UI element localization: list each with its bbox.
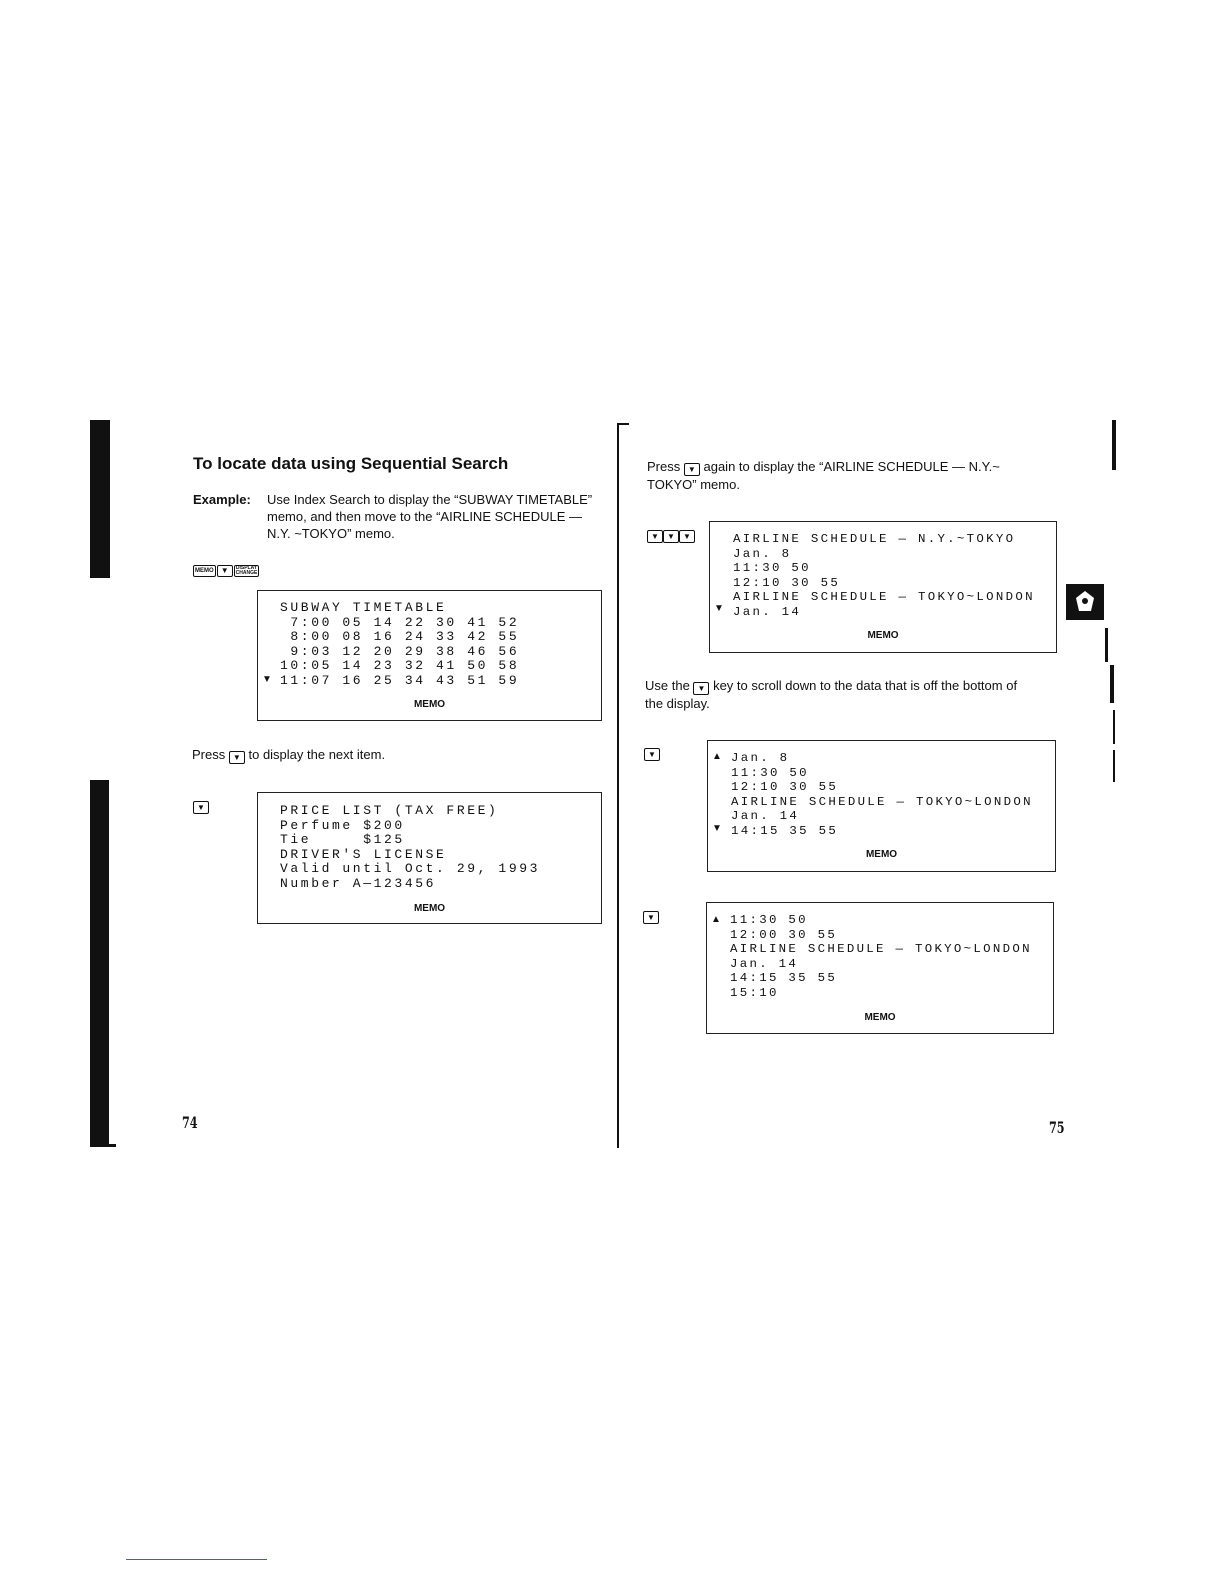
lcd-screen-airline-3 <box>706 902 1054 1034</box>
right-edge-mark-2 <box>1105 628 1108 662</box>
screen-text: PRICE LIST (TAX FREE) Perfume $200 Tie $125 DRIVER'S LICENSE Valid until Oct. 29, 1993 Number A—123456 <box>280 803 541 891</box>
left-edge-bar-top <box>90 420 110 578</box>
mode-indicator: MEMO <box>867 630 899 641</box>
example-line-3: N.Y. ~TOKYO” memo. <box>267 526 395 541</box>
example-text <box>267 491 612 542</box>
scroll-instruction <box>645 677 1065 712</box>
down-key-icon: ▼ <box>684 463 700 476</box>
right-edge-mark-3 <box>1110 665 1114 703</box>
mode-indicator: MEMO <box>864 1012 896 1023</box>
left-edge-bar-bottom <box>90 780 109 1146</box>
mode-indicator: MEMO <box>865 849 898 860</box>
display-change-key: DISPLAY CHANGE <box>235 564 258 576</box>
down-scroll-indicator: ▼ <box>712 823 722 834</box>
down-key-icon: ▼ <box>647 530 663 543</box>
key-step-2 <box>193 796 209 814</box>
mode-indicator: MEMO <box>413 699 446 710</box>
down-key-icon: ▼ <box>643 911 659 924</box>
press-word: Press <box>647 459 681 474</box>
center-fold-line <box>617 423 619 1148</box>
up-scroll-indicator: ▲ <box>711 914 721 925</box>
down-scroll-indicator: ▼ <box>262 674 272 685</box>
lcd-screen-airline-1 <box>709 521 1057 653</box>
screen-text: SUBWAY TIMETABLE 7:00 05 14 22 30 41 52 8:00 08 16 24 33 42 55 9:03 12 20 29 38 46 56 10:05 14 23 32 41 50 58 11:07 16 25 34 43 51 59 <box>280 600 520 688</box>
bottom-rule <box>126 1559 267 1560</box>
section-heading: To locate data using Sequential Search <box>193 454 509 473</box>
down-key-icon: ▼ <box>679 530 695 543</box>
example-line-1: Use Index Search to display the “SUBWAY TIMETABLE” <box>267 492 593 507</box>
page-number-right: 75 <box>1049 1118 1065 1137</box>
down-key-icon: ▼ <box>229 751 245 764</box>
screen-text: Jan. 8 11:30 50 12:10 30 55 AIRLINE SCHEDULE — TOKYO~LONDON Jan. 14 14:15 35 55 <box>731 751 1033 838</box>
right-edge-mark-5 <box>1113 750 1115 782</box>
lcd-screen-price-list <box>257 792 602 924</box>
press-word: Press <box>192 747 226 762</box>
down-key-icon: ▼ <box>644 748 660 761</box>
press-again-instruction <box>647 458 1067 493</box>
page-number-left: 74 <box>182 1113 198 1132</box>
up-scroll-indicator: ▲ <box>712 751 722 762</box>
down-key-icon: ▼ <box>693 682 709 695</box>
down-arrow-key: ▼ <box>217 565 233 577</box>
lcd-screen-airline-2 <box>707 740 1056 872</box>
lcd-screen-subway <box>257 590 602 721</box>
scroll-word: Use the <box>645 678 690 693</box>
right-edge-mark-1 <box>1112 420 1116 470</box>
press-rest-line2: TOKYO” memo. <box>647 477 740 492</box>
key-sequence-1 <box>193 562 260 580</box>
center-fold-tick <box>617 423 629 425</box>
screen-text: AIRLINE SCHEDULE — N.Y.~TOKYO Jan. 8 11:30 50 12:10 30 55 AIRLINE SCHEDULE — TOKYO~LONDON Jan. 14 <box>733 532 1035 619</box>
press-instruction <box>192 746 385 764</box>
down-scroll-indicator: ▼ <box>714 603 724 614</box>
down-key-icon: ▼ <box>663 530 679 543</box>
screen-text: 11:30 50 12:00 30 55 AIRLINE SCHEDULE — TOKYO~LONDON Jan. 14 14:15 35 55 15:10 <box>730 913 1032 1000</box>
key-sequence-3 <box>647 525 695 543</box>
scroll-rest-line1: key to scroll down to the data that is off the bottom of <box>713 678 1018 693</box>
press-rest-line1: again to display the “AIRLINE SCHEDULE — N.Y.~ <box>703 459 1000 474</box>
example-line-2: memo, and then move to the “AIRLINE SCHEDULE — <box>267 509 583 524</box>
right-edge-mark-4 <box>1113 710 1115 744</box>
scroll-rest-line2: the display. <box>645 696 710 711</box>
chapter-tab-icon <box>1066 584 1104 620</box>
key-step-5 <box>643 906 659 924</box>
press-rest: to display the next item. <box>248 747 386 762</box>
left-edge-foot <box>90 1144 116 1147</box>
example-label: Example: <box>193 492 251 507</box>
mode-indicator: MEMO <box>413 903 446 914</box>
memo-key: MEMO <box>193 565 216 577</box>
key-step-4 <box>644 743 660 761</box>
down-key-icon: ▼ <box>193 801 209 814</box>
